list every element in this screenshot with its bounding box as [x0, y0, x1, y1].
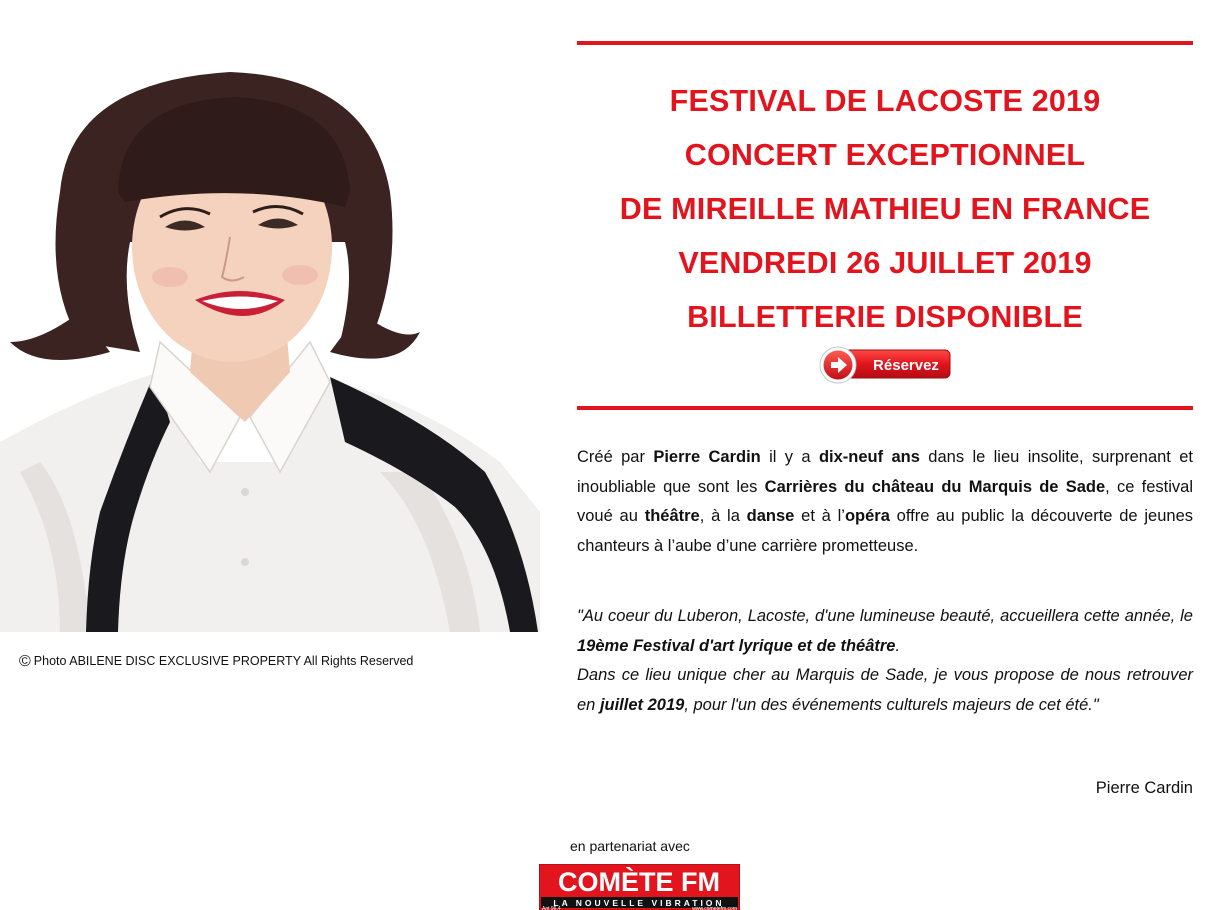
bottom-divider [577, 406, 1193, 410]
headline-line-2: CONCERT EXCEPTIONNEL [684, 138, 1086, 172]
quote-bold: 19ème Festival d'art lyrique et de théâtre [577, 636, 896, 655]
intro-paragraph [577, 443, 1193, 561]
quote-text: . [895, 636, 901, 655]
comete-logo-name: COMÈTE FM [558, 867, 720, 897]
intro-text: il y a [760, 448, 819, 466]
reserve-button-label: Réservez [873, 357, 939, 374]
intro-bold: opéra [844, 507, 890, 525]
comete-logo-frequency: Ant 96.4 [542, 906, 561, 910]
headline-line-3: DE MIREILLE MATHIEU EN FRANCE [619, 192, 1151, 226]
intro-text: offre au public la découverte de jeunes chanteurs à l’aube d’une carrière prometteuse. [577, 507, 1193, 555]
intro-text: dans le lieu insolite, surprenant et inoubliable que sont les [577, 448, 1194, 496]
headline-line-1: FESTIVAL DE LACOSTE 2019 [669, 84, 1101, 118]
copyright-symbol: © [19, 653, 31, 670]
intro-bold: Pierre Cardin [653, 448, 761, 466]
intro-text: Créé par [577, 448, 654, 466]
intro-text: et à l’ [794, 507, 845, 525]
quote-text: "Au coeur du Luberon, Lacoste, d'une lumineuse beauté, accueillera cette année, le [577, 607, 1193, 625]
intro-bold: danse [746, 507, 795, 525]
headline-line-4: VENDREDI 26 JUILLET 2019 [678, 246, 1092, 280]
headline-line-5: BILLETTERIE DISPONIBLE [687, 300, 1083, 334]
intro-bold: théâtre [644, 507, 700, 525]
comete-logo-tagline: LA NOUVELLE VIBRATION [553, 898, 725, 908]
comete-logo-url: www.cometefm.com [692, 906, 737, 910]
intro-text: , ce festival voué au [577, 477, 1194, 525]
top-divider [577, 41, 1193, 45]
signature: Pierre Cardin [1095, 779, 1193, 797]
photo-credit [19, 652, 413, 670]
quote-bold: juillet 2019 [599, 695, 685, 714]
artist-portrait-illustration [0, 42, 540, 632]
quote-paragraph [577, 602, 1193, 720]
comete-fm-logo[interactable] [539, 864, 740, 910]
intro-bold: dix-neuf ans [818, 448, 920, 466]
artist-photo [0, 42, 540, 632]
partner-label: en partenariat avec [570, 838, 690, 854]
intro-text: , à la [699, 507, 747, 525]
reserve-button[interactable] [818, 346, 951, 384]
event-headline [577, 74, 1193, 344]
photo-credit-text: Photo ABILENE DISC EXCLUSIVE PROPERTY All Rights Reserved [33, 654, 414, 668]
quote-text: Dans ce lieu unique cher au Marquis de Sade, je vous propose de nous retrouver en [577, 666, 1193, 714]
quote-text: , pour l'un des événements culturels majeurs de cet été." [684, 695, 1099, 714]
intro-bold: Carrières du château du Marquis de Sade [764, 477, 1106, 496]
